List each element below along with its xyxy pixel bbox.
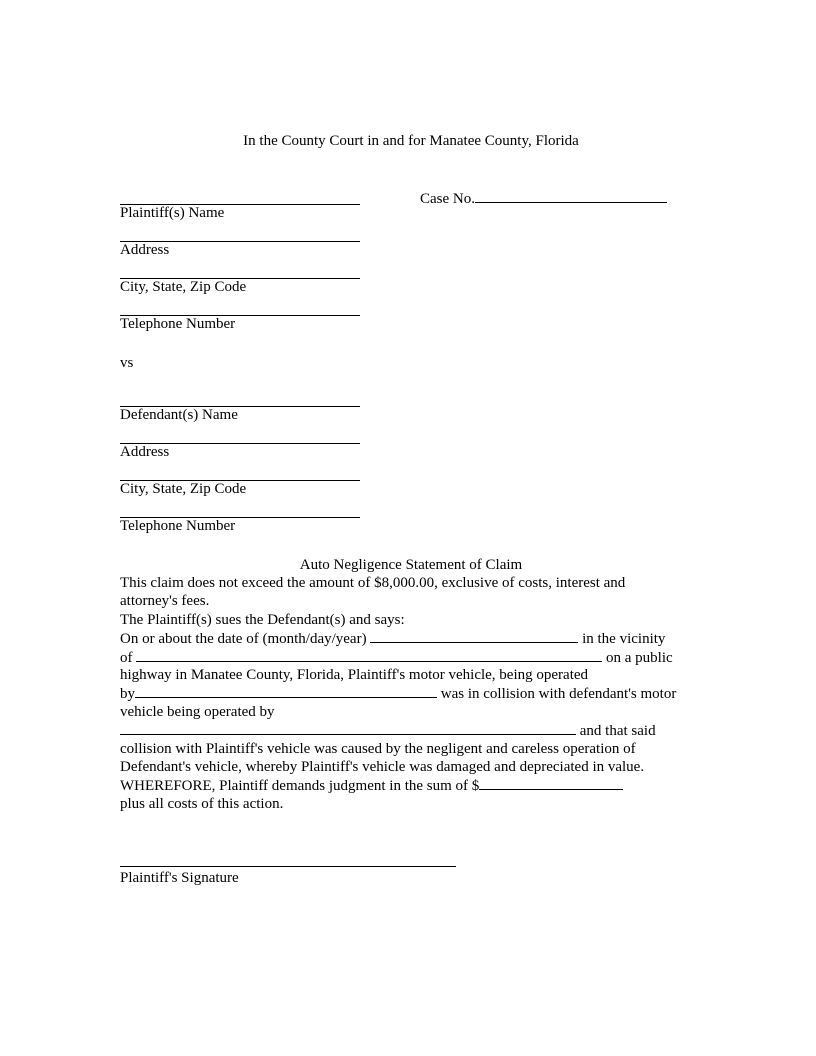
- claim-body: [120, 574, 700, 813]
- plaintiff-name-label: Plaintiff(s) Name: [120, 205, 225, 221]
- claim-line: Defendant's vehicle, whereby Plaintiff's vehicle was damaged and depreciated in value.: [120, 758, 645, 775]
- claim-line: attorney's fees.: [120, 593, 210, 610]
- by-prefix: by: [120, 686, 135, 703]
- claim-line: highway in Manatee County, Florida, Plaintiff's motor vehicle, being operated: [120, 666, 589, 683]
- claim-line: collision with Plaintiff's vehicle was caused by the negligent and careless operation of: [120, 740, 636, 757]
- date-suffix: in the vicinity: [578, 631, 666, 648]
- signature-line[interactable]: [120, 866, 456, 867]
- of-prefix: of: [120, 649, 137, 666]
- claim-defendant-operator-row: [120, 721, 700, 739]
- plaintiff-address-label: Address: [120, 242, 170, 258]
- date-blank[interactable]: [370, 629, 578, 643]
- defendant-city-label: City, State, Zip Code: [120, 481, 247, 497]
- amount-blank[interactable]: [479, 776, 623, 790]
- date-prefix: On or about the date of (month/day/year): [120, 631, 371, 648]
- defendant-operator-blank[interactable]: [120, 721, 576, 735]
- case-number-blank[interactable]: [475, 188, 667, 203]
- plaintiff-phone-field[interactable]: [120, 315, 360, 352]
- claim-operator-row: [120, 684, 700, 702]
- claim-line: vehicle being operated by: [120, 703, 275, 720]
- versus-label: vs: [120, 355, 134, 371]
- signature-label: Plaintiff's Signature: [120, 870, 239, 886]
- defendant-phone-label: Telephone Number: [120, 518, 236, 534]
- defendant-address-label: Address: [120, 444, 170, 460]
- claim-title: Auto Negligence Statement of Claim: [299, 557, 523, 573]
- defendant-name-label: Defendant(s) Name: [120, 407, 238, 423]
- claim-line: The Plaintiff(s) sues the Defendant(s) and says:: [120, 611, 405, 628]
- case-number-field[interactable]: [420, 188, 667, 208]
- of-suffix: on a public: [602, 649, 673, 666]
- by-suffix: was in collision with defendant's motor: [437, 686, 677, 703]
- plaintiff-city-field[interactable]: [120, 278, 360, 315]
- claim-date-row: [120, 629, 700, 647]
- plaintiff-phone-label: Telephone Number: [120, 316, 236, 332]
- wherefore-text: WHEREFORE, Plaintiff demands judgment in the sum of $: [120, 778, 480, 795]
- defendant-block: [120, 406, 360, 554]
- case-number-label: Case No.: [420, 191, 475, 207]
- claim-line: plus all costs of this action.: [120, 795, 284, 812]
- plaintiff-name-field[interactable]: [120, 204, 360, 241]
- defendant-city-field[interactable]: [120, 480, 360, 517]
- plaintiff-block: [120, 204, 360, 352]
- claim-line: This claim does not exceed the amount of $8,000.00, exclusive of costs, interest and: [120, 575, 626, 591]
- claim-location-row: [120, 648, 700, 666]
- defendant-phone-field[interactable]: [120, 517, 360, 554]
- and-suffix: and that said: [576, 723, 656, 740]
- location-blank[interactable]: [136, 648, 602, 662]
- defendant-name-field[interactable]: [120, 406, 360, 443]
- plaintiff-city-label: City, State, Zip Code: [120, 279, 247, 295]
- claim-amount-row: [120, 776, 700, 794]
- plaintiff-address-field[interactable]: [120, 241, 360, 278]
- defendant-address-field[interactable]: [120, 443, 360, 480]
- court-title: In the County Court in and for Manatee County, Florida: [243, 133, 579, 149]
- plaintiff-operator-blank[interactable]: [135, 684, 437, 698]
